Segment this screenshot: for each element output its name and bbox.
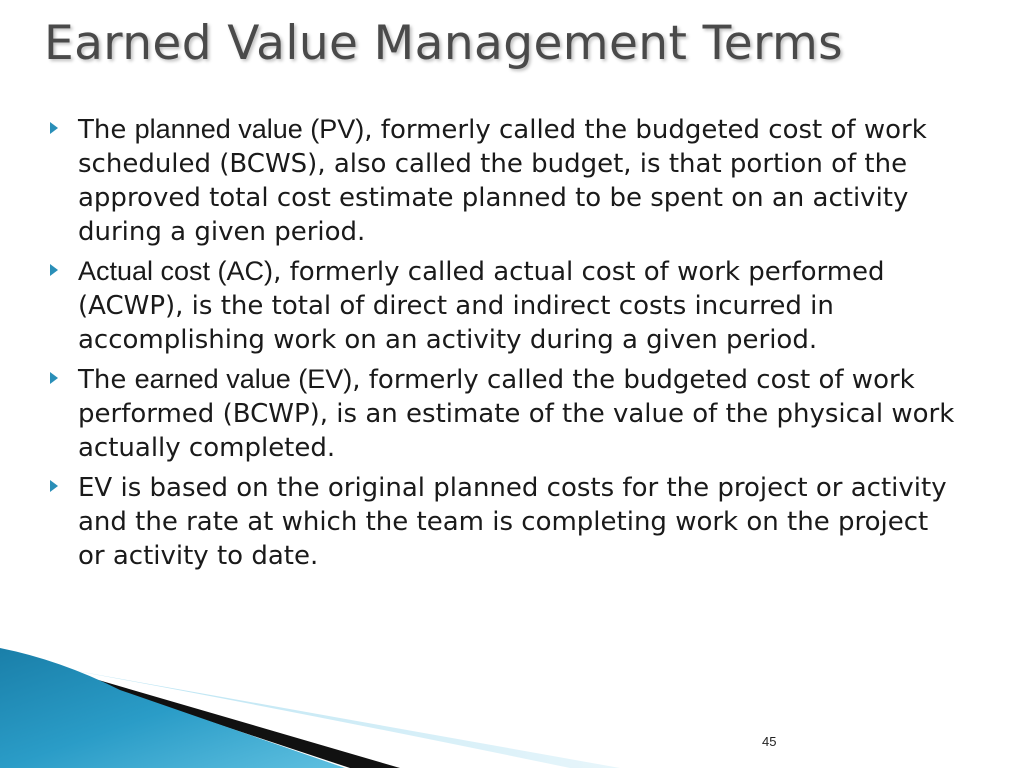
slide-title: Earned Value Management Terms	[44, 16, 844, 71]
bullet-text: , formerly called the budgeted cost of work performed (BCWP), is an estimate of the value of the physical work actually completed.	[78, 365, 955, 463]
bullet-term: planned value (PV)	[134, 114, 365, 144]
bullet-term: Actual cost (AC)	[78, 256, 274, 286]
bullet-text: EV is based on the original planned costs for the project or activity and the rate at which the team is completing work on the project or activity to date.	[78, 473, 947, 571]
bullet-term: earned value (EV)	[134, 364, 353, 394]
bullet-text: , formerly called actual cost of work performed (ACWP), is the total of direct and indirect costs incurred in accomplishing work on an activity during a given period.	[78, 257, 885, 355]
bullet-prefix: The	[78, 365, 135, 395]
bullet-text: , formerly called the budgeted cost of work scheduled (BCWS), also called the budget, is that portion of the approved total cost estimate planned to be spent on an activity during a given period.	[78, 115, 927, 247]
page-number: 45	[762, 734, 777, 749]
bullet-prefix: The	[78, 115, 135, 145]
